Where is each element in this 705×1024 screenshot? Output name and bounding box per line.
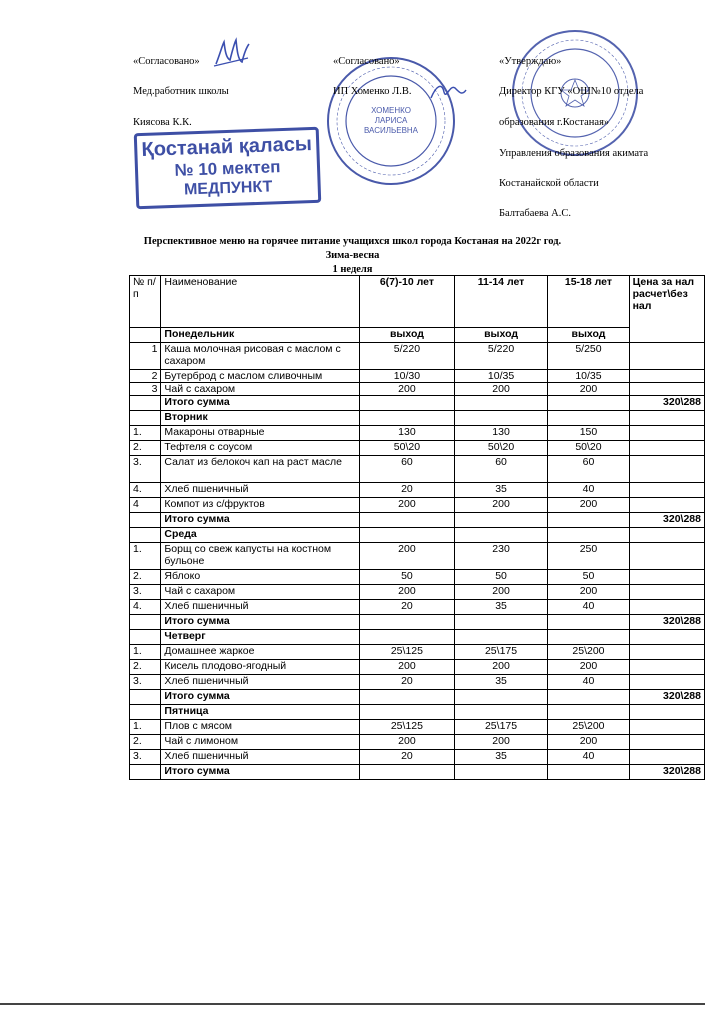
header-num: № п/п bbox=[130, 276, 161, 328]
header-price: Цена за нал расчет\без нал bbox=[629, 276, 704, 343]
portion-15-18: 50\20 bbox=[548, 441, 629, 456]
price-cell bbox=[629, 426, 704, 441]
total-value: 320\288 bbox=[629, 765, 704, 780]
total-value: 320\288 bbox=[629, 513, 704, 528]
total-row bbox=[130, 396, 705, 411]
empty-cell bbox=[360, 396, 455, 411]
empty-cell bbox=[454, 396, 548, 411]
portion-11-14: 25\175 bbox=[454, 645, 548, 660]
ip-round-seal bbox=[325, 55, 457, 187]
portion-15-18: 200 bbox=[548, 660, 629, 675]
portion-11-14: 10/35 bbox=[454, 370, 548, 383]
empty-cell bbox=[629, 705, 704, 720]
item-number: 2. bbox=[130, 570, 161, 585]
table-row bbox=[130, 720, 705, 735]
item-number: 3. bbox=[130, 750, 161, 765]
table-row bbox=[130, 645, 705, 660]
empty-cell bbox=[130, 615, 161, 630]
table-header-row bbox=[130, 276, 705, 328]
dish-name: Хлеб пшеничный bbox=[161, 750, 360, 765]
signature-left bbox=[212, 36, 252, 72]
portion-11-14: 35 bbox=[454, 483, 548, 498]
portion-11-14: 35 bbox=[454, 600, 548, 615]
portion-11-14: 230 bbox=[454, 543, 548, 570]
dish-name: Компот из с/фруктов bbox=[161, 498, 360, 513]
portion-11-14: 35 bbox=[454, 675, 548, 690]
day-header-row bbox=[130, 705, 705, 720]
total-label: Итого сумма bbox=[161, 615, 360, 630]
total-label: Итого сумма bbox=[161, 690, 360, 705]
table-row bbox=[130, 498, 705, 513]
price-cell bbox=[629, 498, 704, 513]
empty-cell bbox=[454, 690, 548, 705]
table-row bbox=[130, 370, 705, 383]
right-name: Балтабаева А.С. bbox=[499, 208, 572, 219]
empty-cell bbox=[548, 411, 629, 426]
price-cell bbox=[629, 645, 704, 660]
total-label: Итого сумма bbox=[161, 513, 360, 528]
portion-11-14: 200 bbox=[454, 735, 548, 750]
item-number: 1. bbox=[130, 426, 161, 441]
empty-cell bbox=[548, 396, 629, 411]
table-row bbox=[130, 735, 705, 750]
right-line-3: Управления образования акимата bbox=[499, 148, 649, 159]
item-number: 1. bbox=[130, 645, 161, 660]
empty-cell bbox=[130, 528, 161, 543]
empty-cell bbox=[360, 615, 455, 630]
portion-11-14: 60 bbox=[454, 456, 548, 483]
day-name: Вторник bbox=[161, 411, 360, 426]
empty-cell bbox=[360, 705, 455, 720]
item-number: 2. bbox=[130, 441, 161, 456]
table-row bbox=[130, 343, 705, 370]
dish-name: Каша молочная рисовая с маслом с сахаром bbox=[161, 343, 360, 370]
empty-cell bbox=[629, 528, 704, 543]
portion-11-14: 200 bbox=[454, 585, 548, 600]
price-cell bbox=[629, 483, 704, 498]
empty-cell bbox=[454, 411, 548, 426]
total-row bbox=[130, 765, 705, 780]
empty-cell bbox=[548, 615, 629, 630]
dish-name: Яблоко bbox=[161, 570, 360, 585]
seal-name-line-2: ЛАРИСА bbox=[374, 116, 408, 125]
empty-cell bbox=[454, 528, 548, 543]
portion-11-14: 200 bbox=[454, 383, 548, 396]
item-number: 1. bbox=[130, 720, 161, 735]
portion-11-14: 200 bbox=[454, 498, 548, 513]
table-row bbox=[130, 660, 705, 675]
table-row bbox=[130, 570, 705, 585]
day-name: Среда bbox=[161, 528, 360, 543]
empty-cell bbox=[130, 411, 161, 426]
dish-name: Кисель плодово-ягодный bbox=[161, 660, 360, 675]
portion-6-10: 25\125 bbox=[360, 720, 455, 735]
total-row bbox=[130, 615, 705, 630]
portion-11-14: 25\175 bbox=[454, 720, 548, 735]
empty-cell bbox=[130, 705, 161, 720]
dish-name: Салат из белокоч кап на раст масле bbox=[161, 456, 360, 483]
output-label: выход bbox=[548, 328, 629, 343]
dish-name: Хлеб пшеничный bbox=[161, 600, 360, 615]
portion-6-10: 200 bbox=[360, 585, 455, 600]
header-name: Наименование bbox=[161, 276, 360, 328]
empty-cell bbox=[629, 411, 704, 426]
table-row bbox=[130, 456, 705, 483]
table-row bbox=[130, 600, 705, 615]
table-row bbox=[130, 750, 705, 765]
dish-name: Чай с сахаром bbox=[161, 585, 360, 600]
portion-6-10: 20 bbox=[360, 483, 455, 498]
empty-cell bbox=[548, 513, 629, 528]
empty-cell bbox=[629, 630, 704, 645]
portion-15-18: 40 bbox=[548, 600, 629, 615]
price-cell bbox=[629, 383, 704, 396]
price-cell bbox=[629, 675, 704, 690]
output-label: выход bbox=[454, 328, 548, 343]
empty-cell bbox=[130, 328, 161, 343]
empty-cell bbox=[548, 630, 629, 645]
output-label: выход bbox=[360, 328, 455, 343]
price-cell bbox=[629, 660, 704, 675]
portion-15-18: 40 bbox=[548, 750, 629, 765]
empty-cell bbox=[360, 528, 455, 543]
empty-cell bbox=[360, 690, 455, 705]
portion-15-18: 40 bbox=[548, 483, 629, 498]
price-cell bbox=[629, 543, 704, 570]
portion-11-14: 200 bbox=[454, 660, 548, 675]
seal-name-line-1: ХОМЕНКО bbox=[371, 106, 411, 115]
empty-cell bbox=[548, 690, 629, 705]
price-cell bbox=[629, 720, 704, 735]
portion-11-14: 35 bbox=[454, 750, 548, 765]
item-number: 3. bbox=[130, 585, 161, 600]
item-number: 2. bbox=[130, 735, 161, 750]
portion-6-10: 200 bbox=[360, 660, 455, 675]
portion-6-10: 20 bbox=[360, 750, 455, 765]
item-number: 1. bbox=[130, 543, 161, 570]
portion-15-18: 50 bbox=[548, 570, 629, 585]
total-label: Итого сумма bbox=[161, 765, 360, 780]
empty-cell bbox=[360, 513, 455, 528]
day-name: Понедельник bbox=[161, 328, 360, 343]
header-age-15-18: 15-18 лет bbox=[548, 276, 629, 328]
table-row bbox=[130, 585, 705, 600]
right-line-2: образования г.Костаная» bbox=[499, 117, 610, 128]
empty-cell bbox=[360, 411, 455, 426]
portion-6-10: 200 bbox=[360, 735, 455, 750]
empty-cell bbox=[130, 690, 161, 705]
empty-cell bbox=[548, 705, 629, 720]
price-cell bbox=[629, 570, 704, 585]
table-row bbox=[130, 543, 705, 570]
price-cell bbox=[629, 456, 704, 483]
empty-cell bbox=[454, 630, 548, 645]
table-row bbox=[130, 483, 705, 498]
stamp-line-3: МЕДПУНКТ bbox=[183, 178, 273, 199]
dish-name: Хлеб пшеничный bbox=[161, 675, 360, 690]
signature-middle bbox=[428, 78, 468, 108]
left-position: Мед.работник школы bbox=[133, 86, 229, 97]
price-cell bbox=[629, 750, 704, 765]
empty-cell bbox=[454, 765, 548, 780]
total-value: 320\288 bbox=[629, 615, 704, 630]
portion-15-18: 200 bbox=[548, 383, 629, 396]
season-subtitle: Зима-весна bbox=[325, 250, 380, 261]
medpunkt-stamp bbox=[134, 127, 322, 209]
total-value: 320\288 bbox=[629, 690, 704, 705]
table-row bbox=[130, 383, 705, 396]
portion-6-10: 5/220 bbox=[360, 343, 455, 370]
seal-name-line-3: ВАСИЛЬЕВНА bbox=[363, 126, 419, 135]
portion-15-18: 200 bbox=[548, 735, 629, 750]
portion-6-10: 200 bbox=[360, 383, 455, 396]
empty-cell bbox=[454, 615, 548, 630]
dish-name: Чай с лимоном bbox=[161, 735, 360, 750]
item-number: 2 bbox=[130, 370, 161, 383]
empty-cell bbox=[360, 630, 455, 645]
portion-15-18: 150 bbox=[548, 426, 629, 441]
portion-6-10: 200 bbox=[360, 543, 455, 570]
price-cell bbox=[629, 441, 704, 456]
portion-6-10: 200 bbox=[360, 498, 455, 513]
portion-11-14: 50\20 bbox=[454, 441, 548, 456]
left-name: Киясова К.К. bbox=[133, 117, 192, 128]
menu-table bbox=[129, 275, 705, 780]
day-header-row bbox=[130, 630, 705, 645]
day-name: Пятница bbox=[161, 705, 360, 720]
price-cell bbox=[629, 735, 704, 750]
portion-6-10: 50 bbox=[360, 570, 455, 585]
price-cell bbox=[629, 370, 704, 383]
portion-6-10: 25\125 bbox=[360, 645, 455, 660]
portion-11-14: 50 bbox=[454, 570, 548, 585]
week-subtitle: 1 неделя bbox=[332, 264, 373, 275]
portion-15-18: 200 bbox=[548, 498, 629, 513]
price-cell bbox=[629, 600, 704, 615]
agreed-left-label: «Согласовано» bbox=[133, 56, 200, 67]
portion-6-10: 20 bbox=[360, 675, 455, 690]
portion-6-10: 60 bbox=[360, 456, 455, 483]
empty-cell bbox=[360, 765, 455, 780]
dish-name: Макароны отварные bbox=[161, 426, 360, 441]
agreed-middle-label: «Согласовано» bbox=[333, 56, 400, 67]
item-number: 3. bbox=[130, 675, 161, 690]
portion-6-10: 20 bbox=[360, 600, 455, 615]
dish-name: Домашнее жаркое bbox=[161, 645, 360, 660]
portion-11-14: 5/220 bbox=[454, 343, 548, 370]
total-value: 320\288 bbox=[629, 396, 704, 411]
day-header-row bbox=[130, 328, 705, 343]
total-label: Итого сумма bbox=[161, 396, 360, 411]
item-number: 3. bbox=[130, 456, 161, 483]
price-cell bbox=[629, 585, 704, 600]
dish-name: Тефтеля с соусом bbox=[161, 441, 360, 456]
day-name: Четверг bbox=[161, 630, 360, 645]
portion-6-10: 10/30 bbox=[360, 370, 455, 383]
dish-name: Борщ со свеж капусты на костном бульоне bbox=[161, 543, 360, 570]
middle-name: ИП Хоменко Л.В. bbox=[333, 86, 412, 97]
table-row bbox=[130, 426, 705, 441]
empty-cell bbox=[548, 765, 629, 780]
item-number: 4 bbox=[130, 498, 161, 513]
dish-name: Чай с сахаром bbox=[161, 383, 360, 396]
item-number: 4. bbox=[130, 600, 161, 615]
table-row bbox=[130, 675, 705, 690]
document-title: Перспективное меню на горячее питание учащихся школ города Костаная на 2022г год. bbox=[143, 236, 562, 247]
price-cell bbox=[629, 343, 704, 370]
empty-cell bbox=[548, 528, 629, 543]
empty-cell bbox=[130, 630, 161, 645]
portion-15-18: 60 bbox=[548, 456, 629, 483]
empty-cell bbox=[130, 396, 161, 411]
day-header-row bbox=[130, 528, 705, 543]
item-number: 4. bbox=[130, 483, 161, 498]
stamp-line-2: № 10 мектеп bbox=[174, 157, 281, 180]
portion-15-18: 40 bbox=[548, 675, 629, 690]
item-number: 1 bbox=[130, 343, 161, 370]
header-age-6-10: 6(7)-10 лет bbox=[360, 276, 455, 328]
dish-name: Бутерброд с маслом сливочным bbox=[161, 370, 360, 383]
portion-15-18: 200 bbox=[548, 585, 629, 600]
portion-15-18: 5/250 bbox=[548, 343, 629, 370]
table-row bbox=[130, 441, 705, 456]
dish-name: Хлеб пшеничный bbox=[161, 483, 360, 498]
day-header-row bbox=[130, 411, 705, 426]
portion-11-14: 130 bbox=[454, 426, 548, 441]
total-row bbox=[130, 513, 705, 528]
header-age-11-14: 11-14 лет bbox=[454, 276, 548, 328]
right-line-1: Директор КГУ «ОШ№10 отдела bbox=[499, 86, 644, 97]
portion-15-18: 25\200 bbox=[548, 645, 629, 660]
right-line-4: Костанайской области bbox=[499, 178, 599, 189]
dish-name: Плов с мясом bbox=[161, 720, 360, 735]
item-number: 3 bbox=[130, 383, 161, 396]
portion-15-18: 25\200 bbox=[548, 720, 629, 735]
portion-15-18: 250 bbox=[548, 543, 629, 570]
empty-cell bbox=[130, 513, 161, 528]
stamp-line-1: Қостанай қаласы bbox=[141, 133, 313, 161]
portion-6-10: 130 bbox=[360, 426, 455, 441]
total-row bbox=[130, 690, 705, 705]
portion-15-18: 10/35 bbox=[548, 370, 629, 383]
empty-cell bbox=[130, 765, 161, 780]
approved-label: «Утверждаю» bbox=[499, 56, 562, 67]
page-bottom-edge bbox=[0, 1003, 705, 1005]
portion-6-10: 50\20 bbox=[360, 441, 455, 456]
empty-cell bbox=[454, 705, 548, 720]
empty-cell bbox=[454, 513, 548, 528]
item-number: 2. bbox=[130, 660, 161, 675]
